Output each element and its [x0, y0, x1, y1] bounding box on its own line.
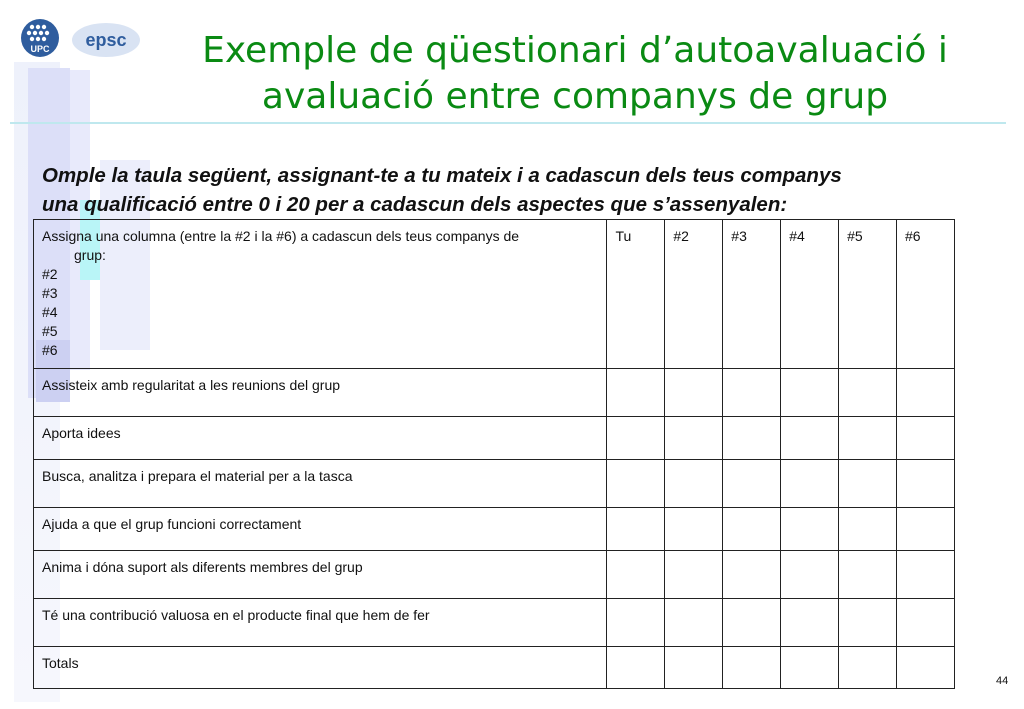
score-cell[interactable]	[723, 369, 781, 417]
score-cell[interactable]	[839, 460, 897, 508]
score-cell[interactable]	[781, 508, 839, 551]
table-row	[34, 369, 955, 417]
svg-text:UPC: UPC	[30, 44, 50, 54]
score-cell[interactable]	[897, 417, 955, 460]
totals-row	[34, 647, 955, 689]
criterion-label: Assisteix amb regularitat a les reunions del grup	[34, 369, 607, 417]
criterion-label: Anima i dóna suport als diferents membres del grup	[34, 551, 607, 599]
criterion-label: Té una contribució valuosa en el producte final que hem de fer	[34, 599, 607, 647]
score-cell[interactable]	[607, 508, 665, 551]
total-cell[interactable]	[665, 647, 723, 689]
column-header-6: #6	[897, 220, 955, 369]
score-cell[interactable]	[839, 417, 897, 460]
column-header-4: #4	[781, 220, 839, 369]
score-cell[interactable]	[839, 551, 897, 599]
column-header-3: #3	[723, 220, 781, 369]
page-title	[150, 28, 1000, 120]
criterion-label: Aporta idees	[34, 417, 607, 460]
table-row	[34, 417, 955, 460]
table-row	[34, 508, 955, 551]
score-cell[interactable]	[607, 369, 665, 417]
score-cell[interactable]	[665, 599, 723, 647]
table-row	[34, 599, 955, 647]
total-cell[interactable]	[607, 647, 665, 689]
score-cell[interactable]	[665, 551, 723, 599]
table-header-row	[34, 220, 955, 369]
score-cell[interactable]	[897, 508, 955, 551]
assign-text-cont: grup:	[74, 247, 106, 263]
score-cell[interactable]	[665, 508, 723, 551]
assign-text: Assigna una columna (entre la #2 i la #6) a cadascun dels teus companys de	[42, 228, 520, 244]
title-line-1: Exemple de qüestionari d’autoavaluació i	[202, 30, 948, 71]
member-label: #5	[42, 323, 58, 339]
member-label: #4	[42, 304, 58, 320]
score-cell[interactable]	[897, 369, 955, 417]
score-cell[interactable]	[897, 551, 955, 599]
score-cell[interactable]	[781, 551, 839, 599]
total-cell[interactable]	[897, 647, 955, 689]
score-cell[interactable]	[839, 369, 897, 417]
score-cell[interactable]	[607, 599, 665, 647]
column-header-2: #2	[665, 220, 723, 369]
totals-label: Totals	[34, 647, 607, 689]
member-label: #3	[42, 285, 58, 301]
score-cell[interactable]	[723, 599, 781, 647]
evaluation-table	[33, 219, 955, 689]
score-cell[interactable]	[607, 551, 665, 599]
score-cell[interactable]	[723, 417, 781, 460]
score-cell[interactable]	[781, 369, 839, 417]
score-cell[interactable]	[665, 369, 723, 417]
total-cell[interactable]	[723, 647, 781, 689]
score-cell[interactable]	[723, 460, 781, 508]
title-divider	[10, 122, 1006, 124]
total-cell[interactable]	[781, 647, 839, 689]
member-label: #6	[42, 342, 58, 358]
upc-logo	[20, 18, 60, 60]
criterion-label: Busca, analitza i prepara el material per a la tasca	[34, 460, 607, 508]
score-cell[interactable]	[607, 417, 665, 460]
score-cell[interactable]	[781, 599, 839, 647]
table-row	[34, 460, 955, 508]
score-cell[interactable]	[781, 460, 839, 508]
title-line-2: avaluació entre companys de grup	[261, 76, 889, 117]
instruction-line-1: Omple la taula següent, assignant-te a tu mateix i a cadascun dels teus companys	[42, 164, 842, 187]
score-cell[interactable]	[723, 508, 781, 551]
score-cell[interactable]	[839, 599, 897, 647]
epsc-logo	[70, 20, 142, 60]
instruction-line-2: una qualificació entre 0 i 20 per a cadascun dels aspectes que s’assenyalen:	[42, 193, 788, 216]
page-number: 44	[996, 675, 1009, 687]
assign-columns-cell	[34, 220, 607, 369]
svg-text:epsc: epsc	[85, 30, 127, 50]
score-cell[interactable]	[723, 551, 781, 599]
criterion-label: Ajuda a que el grup funcioni correctament	[34, 508, 607, 551]
column-header-tu: Tu	[607, 220, 665, 369]
score-cell[interactable]	[781, 417, 839, 460]
total-cell[interactable]	[839, 647, 897, 689]
instruction-text	[42, 161, 982, 219]
score-cell[interactable]	[665, 417, 723, 460]
member-label: #2	[42, 266, 58, 282]
score-cell[interactable]	[607, 460, 665, 508]
score-cell[interactable]	[897, 599, 955, 647]
table-row	[34, 551, 955, 599]
column-header-5: #5	[839, 220, 897, 369]
score-cell[interactable]	[897, 460, 955, 508]
score-cell[interactable]	[839, 508, 897, 551]
score-cell[interactable]	[665, 460, 723, 508]
